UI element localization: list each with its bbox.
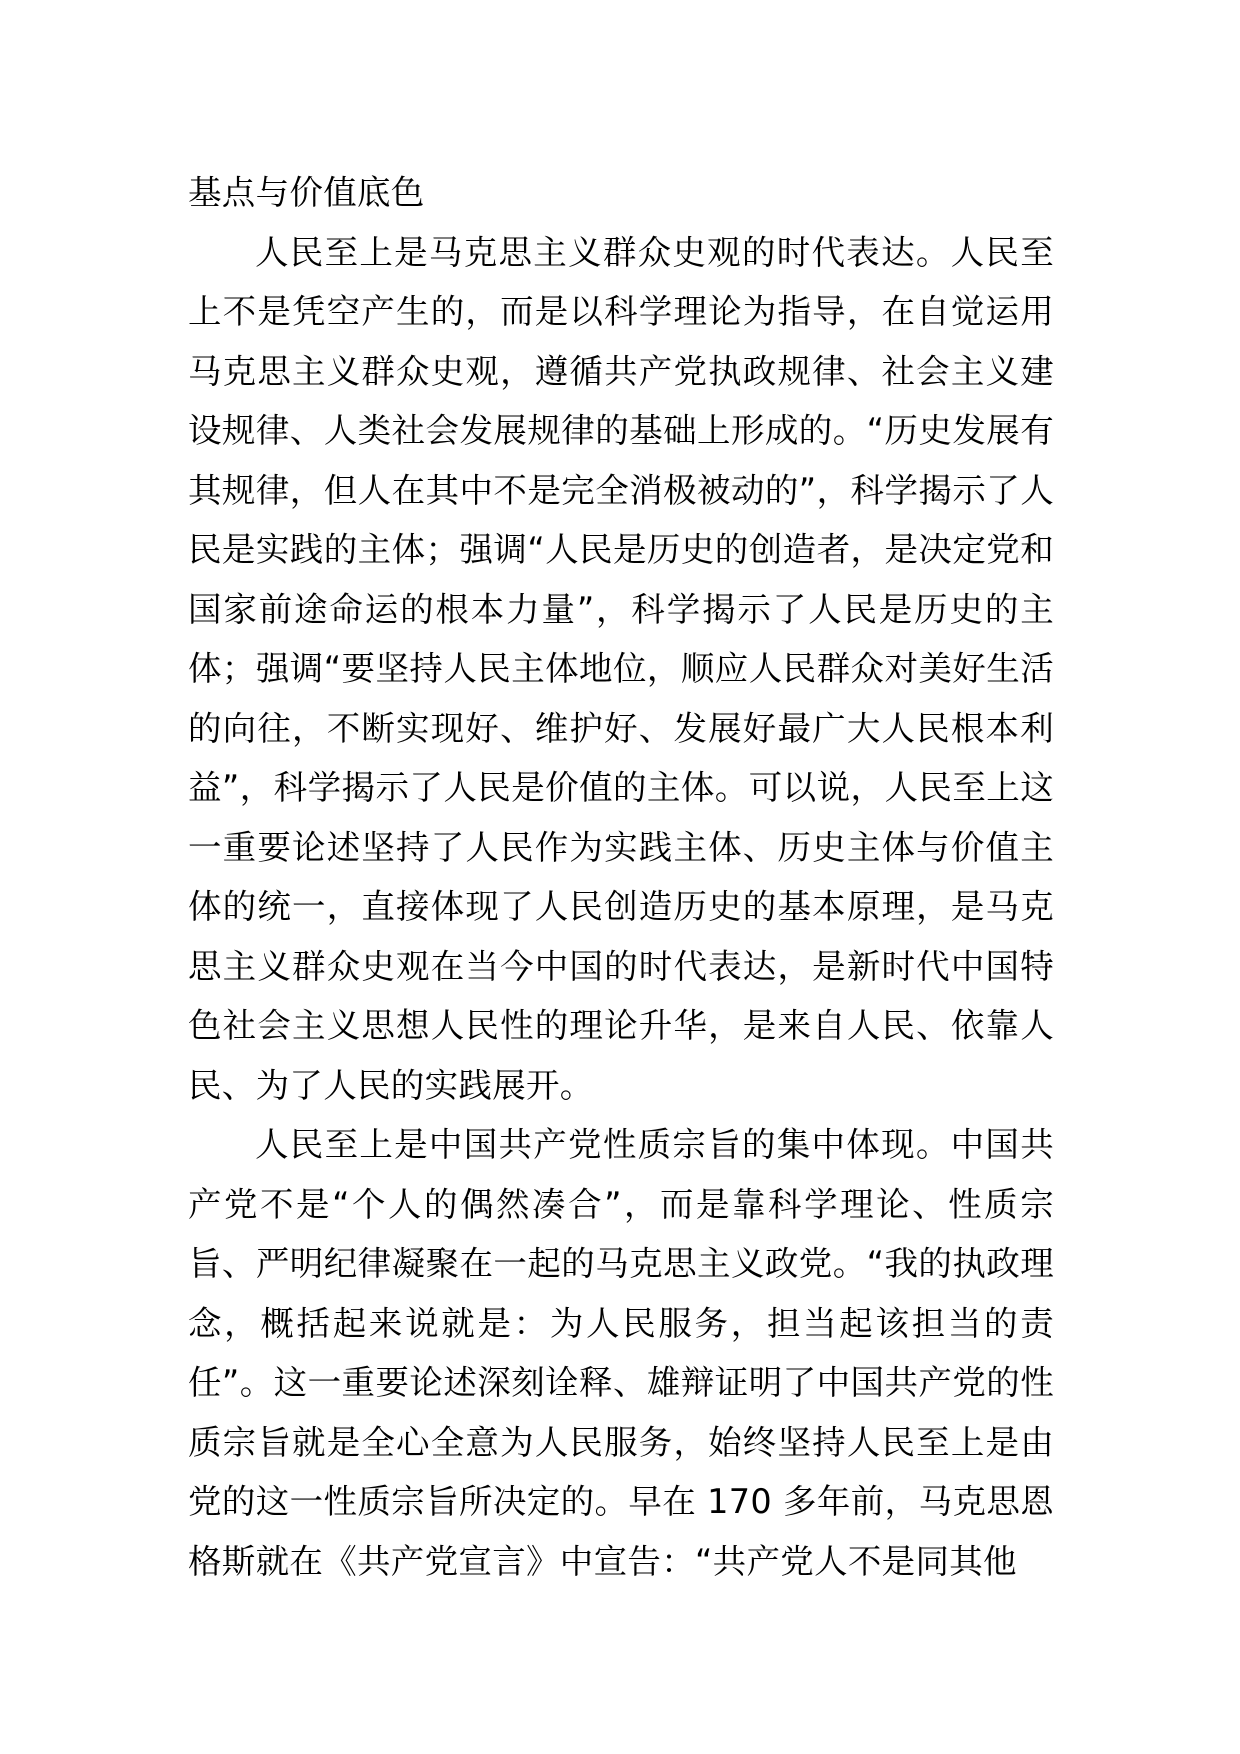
paragraph-continuation: 基点与价值底色 <box>188 173 425 212</box>
body-text <box>188 163 1054 1591</box>
paragraph-party-nature-purpose: 人民至上是中国共产党性质宗旨的集中体现。中国共产党不是“个人的偶然凑合”，而是靠科学理论、性质宗旨、严明纪律凝聚在一起的马克思主义政党。“我的执政理念，概括起来说就是：为人民服务，担当起该担当的责任”。这一重要论述深刻诠释、雄辩证明了中国共产党的性质宗旨就是全心全意为人民服务，始终坚持人民至上是由党的这一性质宗旨所决定的。早在 170 多年前，马克思恩格斯就在《共产党宣言》中宣告：“共产党人不是同其他 <box>188 1125 1054 1581</box>
paragraph-people-first-mass-view: 人民至上是马克思主义群众史观的时代表达。人民至上不是凭空产生的，而是以科学理论为指导，在自觉运用马克思主义群众史观，遵循共产党执政规律、社会主义建设规律、人类社会发展规律的基础上形成的。“历史发展有其规律，但人在其中不是完全消极被动的”，科学揭示了人民是实践的主体；强调“人民是历史的创造者，是决定党和国家前途命运的根本力量”，科学揭示了人民是历史的主体；强调“要坚持人民主体地位，顺应人民群众对美好生活的向往，不断实现好、维护好、发展好最广大人民根本利益”，科学揭示了人民是价值的主体。可以说，人民至上这一重要论述坚持了人民作为实践主体、历史主体与价值主体的统一，直接体现了人民创造历史的基本原理，是马克思主义群众史观在当今中国的时代表达，是新时代中国特色社会主义思想人民性的理论升华，是来自人民、依靠人民、为了人民的实践展开。 <box>188 232 1054 1105</box>
